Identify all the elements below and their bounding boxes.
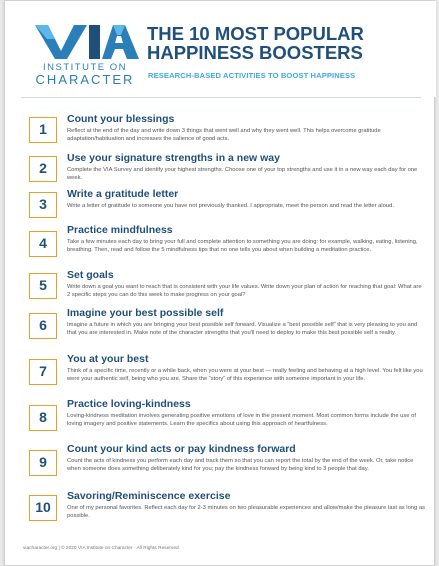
item-number-box: 3 (29, 192, 57, 218)
item-title: Set goals (67, 269, 114, 281)
item-title: Write a gratitude letter (67, 188, 179, 200)
item-number-box: 8 (29, 405, 57, 431)
header (5, 1, 436, 97)
item-description: Reflect at the end of the day and write down 3 things that went well and why they went well. This helps overcome gratitude adaptation/habituation and increases the salience of good acts. (67, 128, 381, 143)
item-description: Write a letter of gratitude to someone you have not previously thanked. I appropriate, meet the person and read the letter aloud. (67, 203, 394, 209)
footer-copyright: viacharacter.org | © 2020 VIA Institute on Character · All Rights Reserved. (23, 546, 181, 551)
item-title: Imagine your best possible self (67, 307, 224, 319)
item-description: One of my personal favorites. Reflect each day for 2-3 minutes on two pleasurable experiences and allow/make the pleasure last as long as possible. (67, 505, 425, 520)
header-divider (21, 97, 421, 98)
item-number-box: 6 (29, 313, 57, 339)
item-title: Use your signature strengths in a new way (67, 152, 280, 164)
item-title: Count your blessings (67, 113, 175, 125)
item-description: Take a few minutes each day to bring your full and complete attention to something you are doing: for example, walking, eating, listening, breathing. Then, read and follow the 5 mindfulness tips that no one tells you about when building a meditation practice. (67, 239, 418, 254)
item-title: Practice mindfulness (67, 224, 173, 236)
logo-text-character: CHARACTER (35, 72, 135, 87)
item-description: Loving-kindness meditation involves generating positive emotions of love in the present moment. Most common forms include the use of loving imagery and positive statements. Learn the specifics about using this approach of heartfulness. (67, 413, 416, 428)
item-number-box: 1 (29, 117, 57, 143)
document-page (4, 0, 435, 566)
item-description: Imagine a future in which you are bringing your best possible self forward. Visualize a “best possible self” that is very pleasing to you and that you are interested in. Make note of the character strengths that you'll need to deploy to make this best possible self a reality. (67, 322, 418, 337)
item-number-box: 7 (29, 359, 57, 385)
item-title: Count your kind acts or pay kindness forward (67, 443, 296, 455)
item-title: Savoring/Reminiscence exercise (67, 490, 231, 502)
item-number-box: 5 (29, 273, 57, 299)
title-line-1: THE 10 MOST POPULAR (147, 23, 364, 44)
item-description: Write down a goal you want to reach that is consistent with your life values. Write down your plan of action for reaching that goal: What are 2 specific steps you can do this week to make progress on your goal? (67, 284, 422, 299)
item-number-box: 9 (29, 450, 57, 476)
item-number-box: 4 (29, 231, 57, 257)
item-number-box: 2 (29, 156, 57, 182)
item-title: You at your best (67, 353, 149, 365)
item-description: Think of a specific time, recently or a while back, when you were at your best — really feeling and behaving at a high level. You felt like you were your authentic self, being who you are. Share the “story” of this experience with someone important in your life. (67, 368, 423, 383)
page-title (147, 24, 427, 62)
page-subtitle: RESEARCH-BASED ACTIVITIES TO BOOST HAPPINESS (148, 71, 356, 80)
item-description: Complete the VIA Survey and identify your highest strengths. Choose one of your top strengths and use it in a new way each day for one week. (67, 167, 418, 182)
via-logo-mark (31, 23, 139, 61)
item-number-box: 10 (29, 495, 57, 521)
item-description: Count the acts of kindness you perform each day and track them so that you can report the total by the end of the week. Or, take notice when someone does something deliberately kind for you; pay the kindness forward by being kind to 3 people that day. (67, 458, 414, 473)
logo-text-institute: INSTITUTE ON (43, 62, 127, 73)
via-logo (31, 23, 139, 87)
item-title: Practice loving-kindness (67, 398, 191, 410)
title-line-2: HAPPINESS BOOSTERS (147, 42, 363, 63)
